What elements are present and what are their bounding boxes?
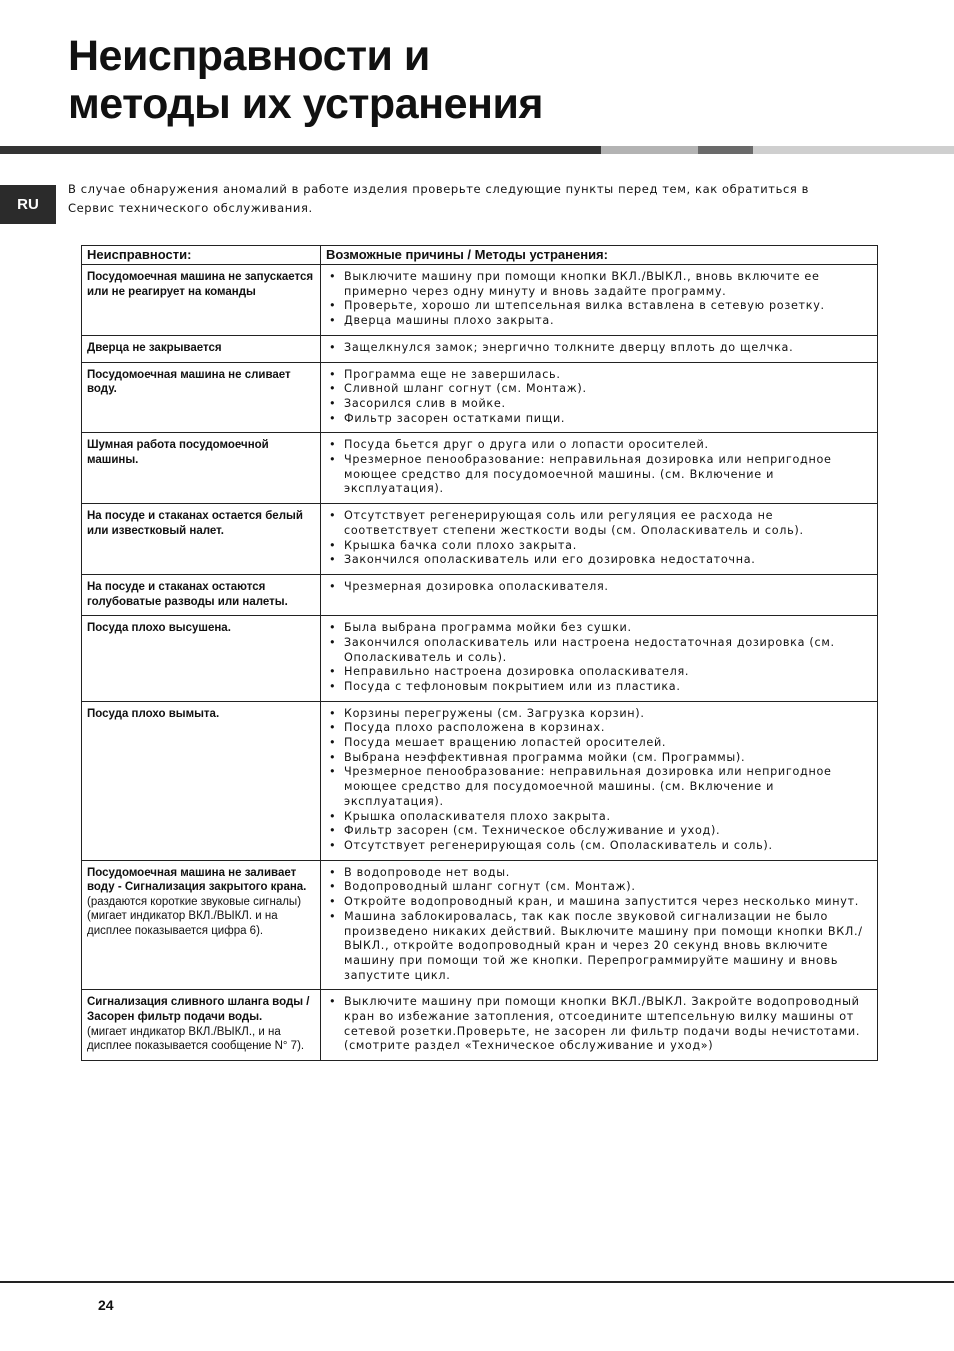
- fault-title: Посудомоечная машина не запускается или не реагирует на команды: [87, 271, 314, 298]
- causes-cell: [321, 335, 878, 362]
- cause-item: • Отсутствует регенерирующая соль или регуляция ее расхода не соответствует степени жесткости воды (см. Ополаскиватель и соль).: [326, 509, 872, 538]
- language-tab: RU: [0, 185, 56, 224]
- cause-item: • Водопроводный шланг согнут (см. Монтаж).: [326, 880, 872, 895]
- cause-item: • Машина заблокировалась, так как после звуковой сигнализации не было произведено никаких действий. Выключите машину при помощи кнопки ВКЛ./ВЫКЛ., откройте водопроводный кран и через 20 секунд вновь включите машину при помощи той же кнопки. Перепрограммируйте машину и вновь запустите цикл.: [326, 910, 872, 984]
- cause-item: • Программа еще не завершилась.: [326, 368, 872, 383]
- causes-list: [326, 270, 872, 329]
- table-row: [82, 504, 878, 575]
- cause-item: • Фильтр засорен остатками пищи.: [326, 412, 872, 427]
- fault-title: Дверца не закрывается: [87, 341, 222, 354]
- causes-cell: [321, 574, 878, 615]
- causes-cell: [321, 362, 878, 433]
- causes-list: [326, 438, 872, 497]
- table-row: [82, 574, 878, 615]
- table-row: [82, 265, 878, 336]
- causes-list: [326, 621, 872, 695]
- table-body: [82, 265, 878, 1061]
- fault-cell: [82, 701, 321, 860]
- cause-item: • Крышка бачка соли плохо закрыта.: [326, 539, 872, 554]
- table-row: [82, 860, 878, 990]
- causes-list: [326, 995, 872, 1054]
- causes-list: [326, 368, 872, 427]
- fault-cell: [82, 616, 321, 702]
- troubleshooting-table: [81, 245, 878, 1061]
- cause-item: • Фильтр засорен (см. Техническое обслуживание и уход).: [326, 824, 872, 839]
- table-row: [82, 990, 878, 1061]
- cause-item: • Выбрана неэффективная программа мойки (см. Программы).: [326, 751, 872, 766]
- fault-cell: [82, 265, 321, 336]
- cause-item: • Закончился ополаскиватель или его дозировка недостаточна.: [326, 553, 872, 568]
- table-row: [82, 433, 878, 504]
- causes-cell: [321, 504, 878, 575]
- page-number: 24: [98, 1297, 114, 1313]
- causes-list: [326, 866, 872, 984]
- fault-title: Посуда плохо вымыта.: [87, 707, 220, 720]
- fault-cell: [82, 335, 321, 362]
- causes-cell: [321, 433, 878, 504]
- fault-title: Шумная работа посудомоечной машины.: [87, 439, 269, 466]
- cause-item: • Дверца машины плохо закрыта.: [326, 314, 872, 329]
- footer-rule: [0, 1281, 954, 1283]
- cause-item: • Проверьте, хорошо ли штепсельная вилка вставлена в сетевую розетку.: [326, 299, 872, 314]
- fault-title: Посудомоечная машина не сливает воду.: [87, 368, 291, 396]
- causes-list: [326, 707, 872, 854]
- cause-item: • Отсутствует регенерирующая соль (см. Ополаскиватель и соль).: [326, 839, 872, 854]
- fault-title: Посуда плохо высушена.: [87, 622, 231, 635]
- cause-item: • Сливной шланг согнут (см. Монтаж).: [326, 382, 872, 397]
- cause-item: • Чрезмерное пенообразование: неправильная дозировка или непригодное моющее средство для посудомоечной машины. (см. Включение и эксплуатация).: [326, 453, 872, 497]
- cause-item: • Выключите машину при помощи кнопки ВКЛ./ВЫКЛ., вновь включите ее примерно через одну минуту и вновь задайте программу.: [326, 270, 872, 299]
- header-rule-dark: [0, 146, 601, 154]
- fault-note: (мигает индикатор ВКЛ./ВЫКЛ., и на дисплее показывается сообщение N° 7).: [87, 1025, 305, 1053]
- cause-item: • Посуда мешает вращению лопастей оросителей.: [326, 736, 872, 751]
- causes-list: [326, 580, 872, 595]
- fault-cell: [82, 860, 321, 990]
- column-header-fault: Неисправности:: [82, 246, 321, 265]
- cause-item: • Засорился слив в мойке.: [326, 397, 872, 412]
- cause-item: • Неправильно настроена дозировка ополаскивателя.: [326, 665, 872, 680]
- causes-list: [326, 341, 872, 356]
- causes-cell: [321, 701, 878, 860]
- fault-title: На посуде и стаканах остаются голубоватые разводы или налеты.: [87, 580, 288, 608]
- title-line-2: методы их устранения: [68, 80, 543, 128]
- causes-cell: [321, 860, 878, 990]
- table-row: [82, 362, 878, 433]
- cause-item: • Выключите машину при помощи кнопки ВКЛ./ВЫКЛ. Закройте водопроводный кран во избежание затопления, отсоедините штепсельную вилку машины от сетевой розетки.Проверьте, не засорен ли фильтр подачи воды нечистотами. (смотрите раздел «Техническое обслуживание и уход»): [326, 995, 872, 1054]
- fault-title: Посудомоечная машина не заливает воду - Сигнализация закрытого крана.: [87, 866, 307, 894]
- fault-cell: [82, 504, 321, 575]
- column-header-causes: Возможные причины / Методы устранения:: [321, 246, 878, 265]
- cause-item: • Посуда бьется друг о друга или о лопасти оросителей.: [326, 438, 872, 453]
- table-header-row: [82, 246, 878, 265]
- fault-cell: [82, 362, 321, 433]
- cause-item: • Корзины перегружены (см. Загрузка корзин).: [326, 707, 872, 722]
- cause-item: • Посуда плохо расположена в корзинах.: [326, 721, 872, 736]
- causes-list: [326, 509, 872, 568]
- table-row: [82, 335, 878, 362]
- fault-cell: [82, 574, 321, 615]
- page-title: [68, 32, 543, 128]
- cause-item: • Откройте водопроводный кран, и машина запустится через несколько минут.: [326, 895, 872, 910]
- fault-note: (раздаются короткие звуковые сигналы) (мигает индикатор ВКЛ./ВЫКЛ. и на дисплее показывается цифра 6).: [87, 895, 302, 938]
- header-rule-light: [601, 146, 698, 154]
- cause-item: • Крышка ополаскивателя плохо закрыта.: [326, 810, 872, 825]
- cause-item: • Чрезмерное пенообразование: неправильная дозировка или непригодное моющее средство для посудомоечной машины. (см. Включение и эксплуатация).: [326, 765, 872, 809]
- cause-item: • Посуда с тефлоновым покрытием или из пластика.: [326, 680, 872, 695]
- fault-title: Сигнализация сливного шланга воды / Засорен фильтр подачи воды.: [87, 996, 310, 1023]
- cause-item: • Чрезмерная дозировка ополаскивателя.: [326, 580, 872, 595]
- cause-item: • Защелкнулся замок; энергично толкните дверцу вплоть до щелчка.: [326, 341, 872, 356]
- fault-title: На посуде и стаканах остается белый или известковый налет.: [87, 510, 303, 537]
- header-rule-pale: [753, 146, 954, 154]
- causes-cell: [321, 990, 878, 1061]
- causes-cell: [321, 616, 878, 702]
- cause-item: • В водопроводе нет воды.: [326, 866, 872, 881]
- cause-item: • Была выбрана программа мойки без сушки.: [326, 621, 872, 636]
- fault-cell: [82, 990, 321, 1061]
- intro-text: В случае обнаружения аномалий в работе изделия проверьте следующие пункты перед тем, как обратиться в Сервис технического обслуживания.: [68, 182, 810, 215]
- table-row: [82, 616, 878, 702]
- title-line-1: Неисправности и: [68, 32, 430, 80]
- causes-cell: [321, 265, 878, 336]
- cause-item: • Закончился ополаскиватель или настроена недостаточная дозировка (см. Ополаскиватель и соль).: [326, 636, 872, 665]
- header-rule-mid: [698, 146, 753, 154]
- table-row: [82, 701, 878, 860]
- fault-cell: [82, 433, 321, 504]
